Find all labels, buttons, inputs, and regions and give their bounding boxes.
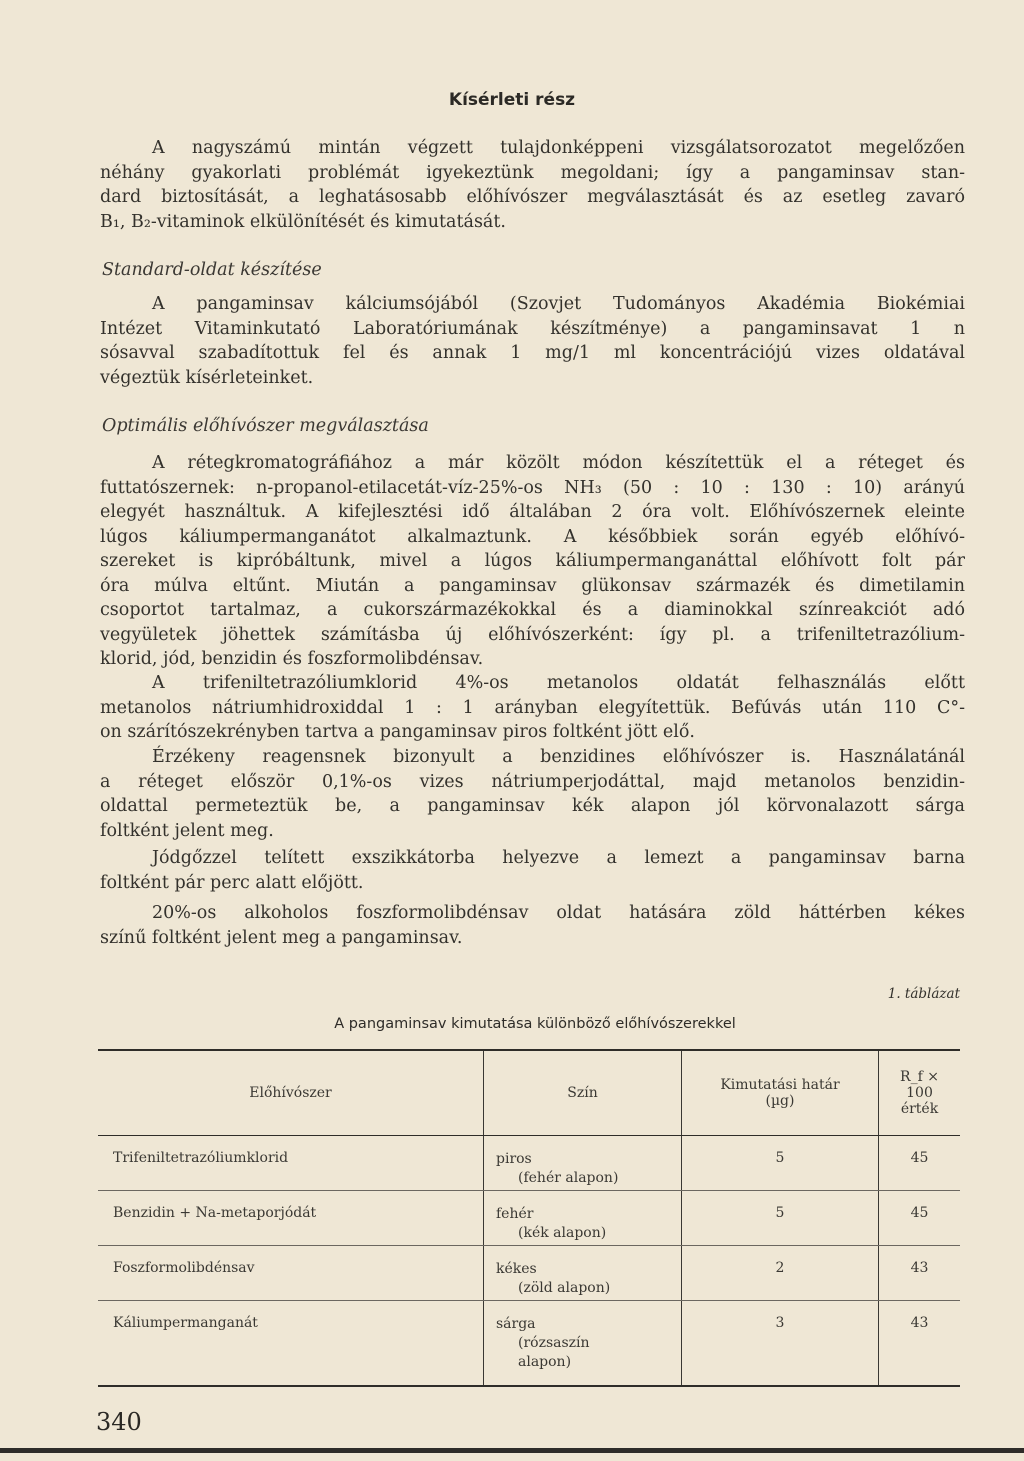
color-background: (kék alapon) [518,1225,607,1241]
cell-limit: 5 [682,1136,879,1191]
color-background: (zöld alapon) [518,1280,611,1296]
header-reagent: Előhívószer [98,1050,484,1136]
bottom-rule [0,1448,1024,1453]
text-line: szereket is kipróbáltunk, mivel a lúgos káliumpermanganáttal előhívott folt pár [100,551,965,571]
section-heading: Kísérleti rész [448,90,576,110]
color-background: (rózsaszín alapon) [518,1335,590,1370]
cell-color [484,1246,682,1301]
text-line: metanolos nátriumhidroxiddal 1 : 1 arányban elegyítettük. Befúvás után 110 C°- [100,697,965,718]
text-line: elegyét használtuk. A kifejlesztési idő általában 2 óra volt. Előhívószernek eleinte [100,502,965,522]
cell-color [484,1136,682,1191]
cell-rf: 43 [879,1246,961,1301]
table-row [98,1246,960,1301]
text-line: foltként pár perc alatt előjött. [100,872,364,893]
page-number: 340 [96,1408,142,1436]
text-line: 20%-os alkoholos foszformolibdénsav oldat hatására zöld háttérben kékes [152,903,965,923]
text-line: oldattal permeteztük be, a pangaminsav kék alapon jól körvonalazott sárga [100,796,965,816]
text-line: Jódgőzzel telített exszikkátorba helyezve a lemezt a pangaminsav barna [152,848,965,868]
developer-paragraph-4 [100,846,965,895]
text-line: A rétegkromatográfiához a már közölt módon készítettük el a réteget és [152,453,965,473]
table-row [98,1191,960,1246]
cell-reagent: Káliumpermanganát [98,1301,484,1387]
intro-paragraph [100,136,965,234]
table-number: 1. táblázat [887,986,960,1002]
table-title: A pangaminsav kimutatása különböző előhívószerekkel [334,1016,736,1032]
color-background: (fehér alapon) [518,1170,619,1186]
cell-limit: 2 [682,1246,879,1301]
text-line: a réteget először 0,1%-os vizes nátriumperjodáttal, majd metanolos benzidin- [100,771,965,792]
text-line: on szárítószekrényben tartva a pangaminsav piros foltként jött elő. [100,722,695,742]
developer-paragraph-5 [100,901,965,950]
subsection-title-developer: Optimális előhívószer megválasztása [102,416,429,436]
text-line: csoportot tartalmaz, a cukorszármazékokkal és a diaminokkal színreakciót adó [100,600,965,620]
cell-color [484,1301,682,1387]
color-main: kékes [496,1261,537,1277]
text-line: B₁, B₂-vitaminok elkülönítését és kimutatását. [100,211,506,232]
text-line: futtatószernek: n-propanol-etilacetát-víz-25%-os NH₃ (50 : 10 : 130 : 10) arányú [100,477,965,498]
cell-reagent: Benzidin + Na-metaporjódát [98,1191,484,1246]
header-color: Szín [484,1050,682,1136]
text-line: foltként jelent meg. [100,820,274,841]
cell-rf: 43 [910,1315,929,1331]
header-rf: R_f × 100 érték [879,1050,961,1136]
text-line: lúgos káliumpermanganátot alkalmaztunk. A későbbiek során egyéb előhívó- [100,526,965,547]
cell-limit: 3 [682,1301,879,1387]
cell-reagent: Foszformolibdénsav [98,1246,484,1301]
text-line: vegyületek jöhettek számításba új előhívószerként: így pl. a trifeniltetrazólium- [100,624,965,645]
developer-paragraph-1 [100,451,965,672]
table-row [98,1301,960,1387]
reagent-table [98,1049,960,1387]
cell-reagent: Trifeniltetrazóliumklorid [98,1136,484,1191]
standard-paragraph [100,292,965,390]
developer-paragraph-3 [100,745,965,843]
text-line: színű foltként jelent meg a pangaminsav. [100,927,463,948]
cell-rf: 45 [879,1136,961,1191]
subsection-title-standard: Standard-oldat készítése [102,260,322,280]
text-line: végeztük kísérleteinket. [100,367,314,388]
text-line: A pangaminsav kálciumsójából (Szovjet Tudományos Akadémia Biokémiai [152,294,965,314]
cell-limit: 5 [682,1191,879,1246]
cell-color [484,1191,682,1246]
color-main: sárga [496,1316,536,1332]
text-line: sósavval szabadítottuk fel és annak 1 mg/1 ml koncentrációjú vizes oldatával [100,343,965,363]
text-line: klorid, jód, benzidin és foszformolibdénsav. [100,649,484,669]
table-header-row [98,1050,960,1136]
text-line: Érzékeny reagensnek bizonyult a benzidines előhívószer is. Használatánál [152,747,965,767]
cell-rf: 45 [879,1191,961,1246]
text-line: néhány gyakorlati problémát igyekeztünk megoldani; így a pangaminsav stan- [100,162,965,183]
text-line: A nagyszámú mintán végzett tulajdonképpeni vizsgálatsorozatot megelőzően [152,138,965,158]
text-line: Intézet Vitaminkutató Laboratóriumának készítménye) a pangaminsavat 1 n [100,318,965,339]
color-main: piros [496,1151,532,1167]
text-line: A trifeniltetrazóliumklorid 4%-os metanolos oldatát felhasználás előtt [152,673,965,693]
color-main: fehér [496,1206,534,1222]
table-row [98,1136,960,1191]
developer-paragraph-2 [100,671,965,745]
text-line: dard biztosítását, a leghatásosabb előhívószer megválasztását és az esetleg zavaró [100,187,965,207]
header-limit: Kimutatási határ (µg) [682,1050,879,1136]
text-line: óra múlva eltűnt. Miután a pangaminsav glükonsav származék és dimetilamin [100,575,965,596]
